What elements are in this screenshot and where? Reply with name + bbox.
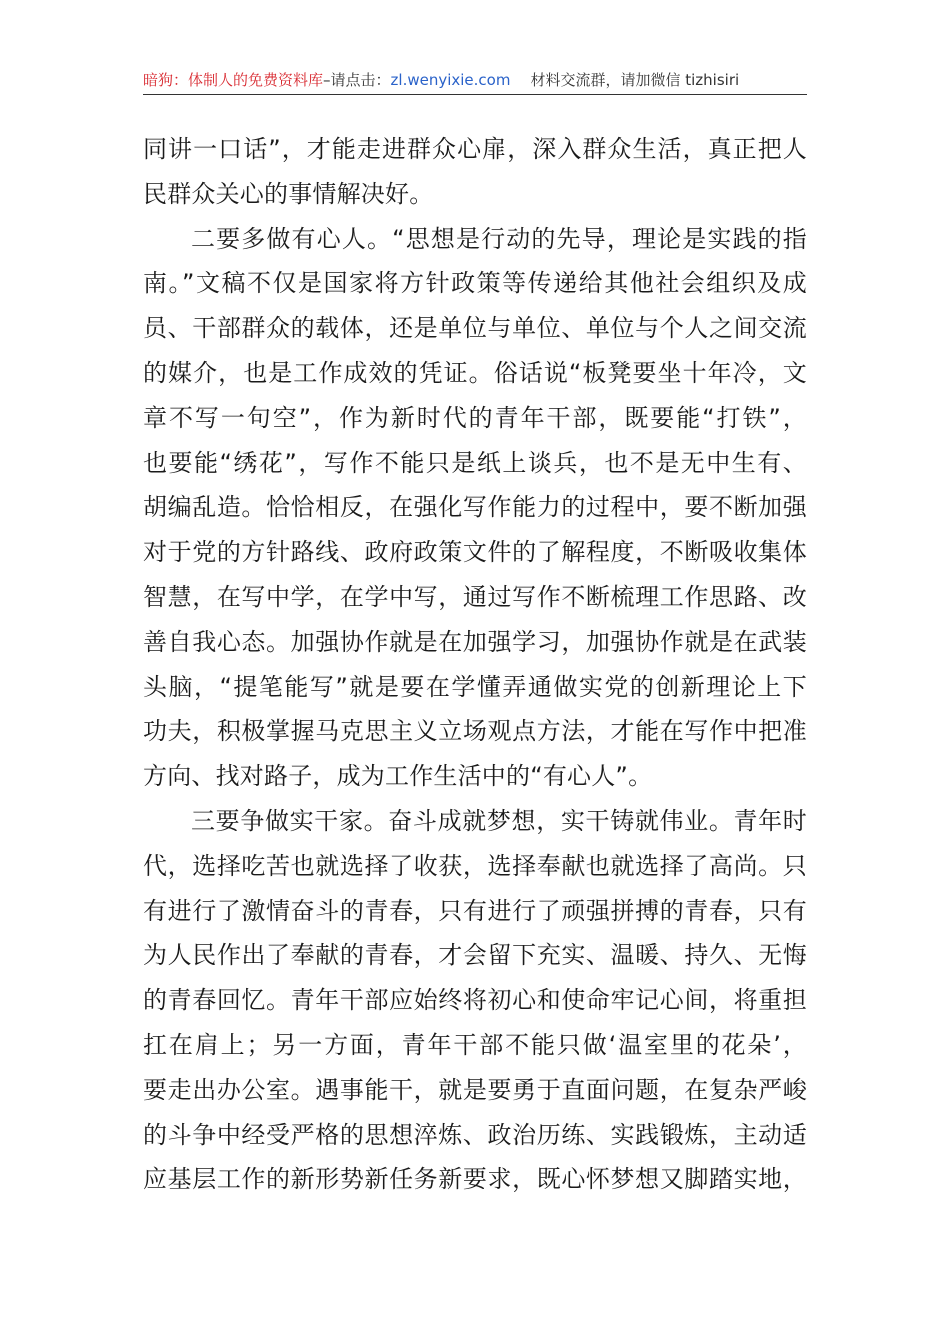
text-line: 应基层工作的新形势新任务新要求，既心怀梦想又脚踏实地， <box>143 1165 807 1194</box>
text-line: 善自我心态。加强协作就是在加强学习，加强协作就是在武装 <box>143 627 807 656</box>
text-line: 也要能“绣花”，写作不能只是纸上谈兵，也不是无中生有、 <box>143 448 807 477</box>
paragraph-start-line: 三要争做实干家。奋斗成就梦想，实干铸就伟业。青年时 <box>191 806 807 835</box>
paragraph-start-line: 二要多做有心人。“思想是行动的先导，理论是实践的指 <box>191 224 807 253</box>
text-line: 扛在肩上；另一方面，青年干部不能只做‘温室里的花朵’， <box>143 1030 807 1059</box>
text-line: 民群众关心的事情解决好。 <box>143 179 434 208</box>
text-line: 的青春回忆。青年干部应始终将初心和使命牢记心间，将重担 <box>143 986 807 1015</box>
text-line: 章不写一句空”，作为新时代的青年干部，既要能“打铁”， <box>143 403 807 432</box>
text-line: 头脑，“提笔能写”就是要在学懂弄通做实党的创新理论上下 <box>143 672 807 701</box>
text-line: 功夫，积极掌握马克思主义立场观点方法，才能在写作中把准 <box>143 717 807 746</box>
text-line: 智慧，在写中学，在学中写，通过写作不断梳理工作思路、改 <box>143 582 807 611</box>
text-line: 代，选择吃苦也就选择了收获，选择奉献也就选择了高尚。只 <box>143 851 807 880</box>
document-body <box>143 127 807 1202</box>
text-line: 胡编乱造。恰恰相反，在强化写作能力的过程中，要不断加强 <box>143 493 807 522</box>
header-brand: 暗狗：体制人的免费资料库 <box>143 71 324 89</box>
text-line: 为人民作出了奉献的青春，才会留下充实、温暖、持久、无悔 <box>143 941 807 970</box>
document-header <box>143 66 807 95</box>
text-line: 要走出办公室。遇事能干，就是要勇于直面问题，在复杂严峻 <box>143 1075 807 1104</box>
text-line: 对于党的方针路线、政府政策文件的了解程度，不断吸收集体 <box>143 538 807 567</box>
text-line: 同讲一口话”，才能走进群众心扉，深入群众生活，真正把人 <box>143 135 807 163</box>
text-line: 员、干部群众的载体，还是单位与单位、单位与个人之间交流 <box>143 314 807 343</box>
text-line: 南。”文稿不仅是国家将方针政策等传递给其他社会组织及成 <box>143 269 807 298</box>
text-line: 有进行了激情奋斗的青春，只有进行了顽强拼搏的青春，只有 <box>143 896 807 925</box>
text-line: 方向、找对路子，成为工作生活中的“有心人”。 <box>143 762 653 791</box>
text-line: 的斗争中经受严格的思想淬炼、政治历练、实践锻炼，主动适 <box>143 1120 807 1149</box>
header-link[interactable]: zl.wenyixie.com <box>390 71 511 89</box>
header-wechat-note: 材料交流群，请加微信 tizhisiri <box>530 71 740 89</box>
header-prompt: –请点击： <box>323 71 391 89</box>
text-line: 的媒介，也是工作成效的凭证。俗话说“板凳要坐十年冷，文 <box>143 358 807 387</box>
